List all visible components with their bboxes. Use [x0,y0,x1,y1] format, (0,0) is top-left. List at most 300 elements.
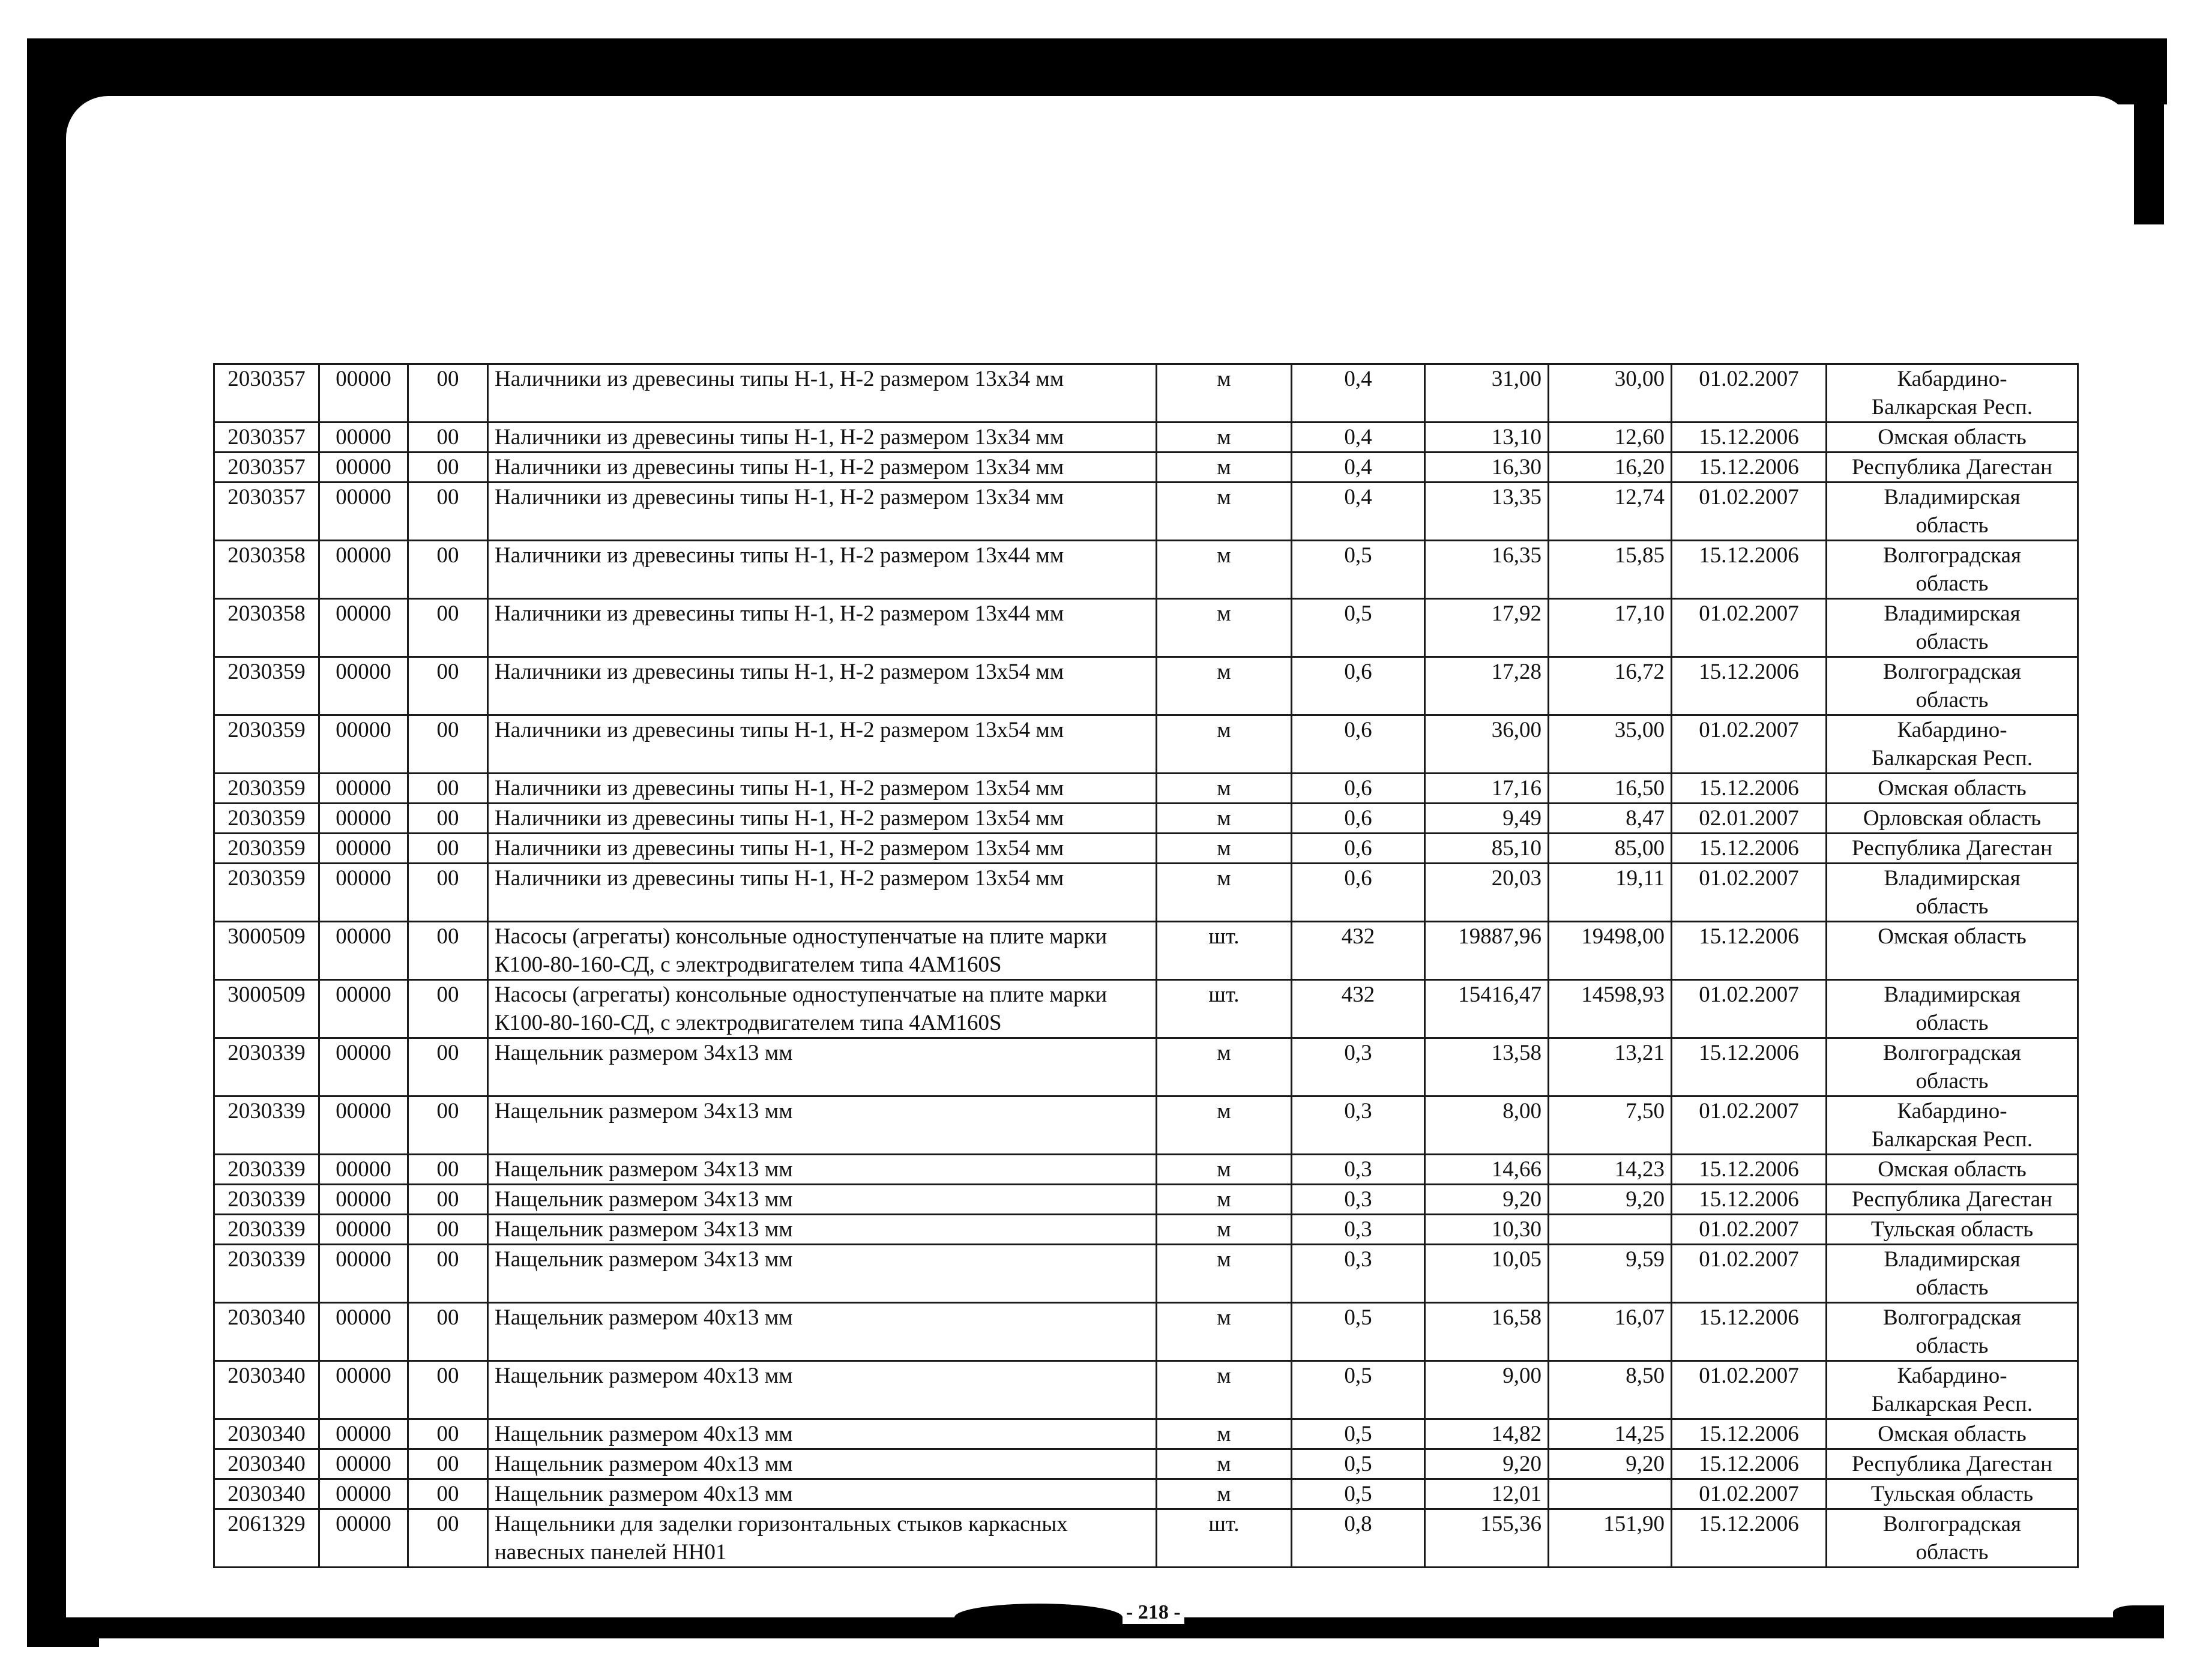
cell-name [488,834,1157,864]
cell-coefficient [1292,1185,1425,1215]
cell-date [1672,804,1827,834]
cell-code [214,1185,319,1215]
cell-price-1-text: 155,36 [1480,1512,1541,1536]
cell-price-2-text: 17,10 [1614,601,1665,626]
cell-coefficient-text: 432 [1341,924,1375,949]
cell-name [488,453,1157,483]
cell-code-text: 2030359 [228,776,306,801]
cell-version [408,423,488,453]
cell-name-text: Насосы (агрегаты) консольные одноступенчатые на плите марки К100-80-160-СД, с электродвигателем типа 4АМ160S [495,924,1108,977]
cell-price-2-text: 19,11 [1615,866,1665,891]
cell-price-1 [1425,715,1549,774]
cell-price-2-text: 14598,93 [1581,982,1665,1007]
cell-name-text: Нащельник размером 34х13 мм [495,1157,793,1182]
cell-date [1672,1155,1827,1185]
cell-date-text: 01.02.2007 [1699,1099,1799,1123]
cell-unit-text: м [1217,1157,1231,1182]
cell-code-text: 2030339 [228,1099,306,1123]
cell-date-text: 01.02.2007 [1699,485,1799,510]
cell-version [408,1215,488,1245]
cell-price-2-text: 9,59 [1626,1247,1665,1272]
cell-price-2-text: 16,20 [1614,455,1665,480]
cell-coefficient-text: 0,5 [1344,1482,1372,1506]
cell-coefficient-text: 0,4 [1344,367,1372,391]
cell-region [1827,541,2078,599]
cell-date [1672,1215,1827,1245]
cell-subcode-text: 00000 [336,455,391,480]
cell-version [408,864,488,922]
cell-price-2-text: 12,74 [1614,485,1665,510]
cell-price-2-text: 9,20 [1626,1187,1665,1212]
cell-code [214,1361,319,1419]
cell-unit [1157,1509,1292,1568]
cell-region [1827,864,2078,922]
cell-price-1 [1425,541,1549,599]
cell-price-2-text: 14,25 [1614,1422,1665,1446]
cell-date [1672,774,1827,804]
cell-subcode-text: 00000 [336,1187,391,1212]
cell-region-text: Волгоградская область [1882,543,2022,596]
cell-name-text: Нащельник размером 40х13 мм [495,1452,793,1476]
cell-unit [1157,657,1292,715]
cell-price-1 [1425,1509,1549,1568]
cell-subcode-text: 00000 [336,367,391,391]
cell-name-text: Нащельник размером 40х13 мм [495,1364,793,1388]
cell-price-2-text: 16,50 [1614,776,1665,801]
cell-region [1827,1245,2078,1303]
cell-region [1827,1419,2078,1449]
cell-price-1-text: 10,30 [1491,1217,1541,1242]
cell-price-1-text: 13,58 [1491,1041,1541,1065]
cell-price-2-text: 151,90 [1603,1512,1665,1536]
cell-version-text: 00 [436,1452,459,1476]
cell-coefficient-text: 0,5 [1344,543,1372,568]
cell-date [1672,364,1827,423]
cell-price-2-text: 30,00 [1614,367,1665,391]
cell-subcode [319,1303,408,1361]
cell-unit-text: м [1217,660,1231,684]
cell-date-text: 15.12.2006 [1699,455,1799,480]
cell-unit-text: м [1217,543,1231,568]
cell-version-text: 00 [436,1364,459,1388]
cell-subcode-text: 00000 [336,660,391,684]
cell-name-text: Наличники из древесины типы Н-1, Н-2 размером 13х34 мм [495,425,1064,450]
cell-subcode [319,804,408,834]
cell-coefficient [1292,774,1425,804]
cell-code [214,364,319,423]
cell-unit [1157,864,1292,922]
cell-region-text: Тульская область [1870,1482,2034,1506]
cell-subcode [319,599,408,657]
cell-date [1672,1245,1827,1303]
cell-region [1827,657,2078,715]
cell-region-text: Кабардино- Балкарская Респ. [1871,718,2033,771]
cell-subcode [319,1361,408,1419]
cell-date-text: 15.12.2006 [1699,1422,1799,1446]
cell-name [488,364,1157,423]
cell-region-text: Владимирская область [1884,1247,2021,1300]
cell-price-1-text: 16,58 [1491,1305,1541,1330]
cell-coefficient-text: 0,6 [1344,718,1372,742]
cell-price-2 [1549,1303,1672,1361]
cell-date [1672,922,1827,980]
scan-artifact-blob [954,1604,1123,1631]
cell-name [488,1449,1157,1479]
cell-price-1 [1425,1419,1549,1449]
cell-code [214,1419,319,1449]
cell-code [214,715,319,774]
cell-subcode [319,1185,408,1215]
cell-date-text: 01.02.2007 [1699,982,1799,1007]
table-row [214,453,2078,483]
cell-price-2 [1549,657,1672,715]
cell-code-text: 2030340 [228,1364,306,1388]
cell-subcode-text: 00000 [336,1512,391,1536]
cell-unit [1157,1479,1292,1509]
cell-price-1 [1425,1038,1549,1096]
cell-price-2-text: 9,20 [1626,1452,1665,1476]
cell-date-text: 15.12.2006 [1699,1305,1799,1330]
cell-price-1 [1425,864,1549,922]
cell-name-text: Наличники из древесины типы Н-1, Н-2 размером 13х34 мм [495,485,1064,510]
cell-price-1 [1425,1449,1549,1479]
cell-version [408,804,488,834]
cell-price-2-text: 15,85 [1614,543,1665,568]
cell-price-2 [1549,864,1672,922]
cell-coefficient-text: 0,8 [1344,1512,1372,1536]
table-row [214,1509,2078,1568]
cell-code [214,1096,319,1155]
cell-region-text: Омская область [1878,1157,2027,1182]
cell-version [408,1096,488,1155]
cell-subcode [319,1155,408,1185]
cell-version [408,1155,488,1185]
cell-unit [1157,423,1292,453]
cell-coefficient-text: 0,6 [1344,806,1372,831]
cell-price-1-text: 14,82 [1491,1422,1541,1446]
cell-subcode [319,453,408,483]
cell-code-text: 2030357 [228,485,306,510]
cell-name-text: Наличники из древесины типы Н-1, Н-2 размером 13х44 мм [495,601,1064,626]
cell-price-1 [1425,423,1549,453]
cell-price-2 [1549,599,1672,657]
cell-date [1672,1096,1827,1155]
cell-date-text: 15.12.2006 [1699,660,1799,684]
cell-price-1-text: 17,28 [1491,660,1541,684]
cell-subcode-text: 00000 [336,1041,391,1065]
table-row [214,483,2078,541]
cell-region-text: Волгоградская область [1882,1041,2022,1093]
table-row [214,1185,2078,1215]
cell-version-text: 00 [436,982,459,1007]
cell-price-1-text: 15416,47 [1458,982,1541,1007]
cell-date [1672,834,1827,864]
cell-unit [1157,1303,1292,1361]
cell-name [488,657,1157,715]
cell-coefficient-text: 0,3 [1344,1217,1372,1242]
cell-version [408,483,488,541]
cell-date-text: 01.02.2007 [1699,1364,1799,1388]
cell-region [1827,364,2078,423]
cell-unit-text: шт. [1208,1512,1240,1536]
page-number: - 218 - [1123,1601,1184,1624]
cell-version-text: 00 [436,1217,459,1242]
cell-price-1-text: 17,16 [1491,776,1541,801]
cell-version-text: 00 [436,425,459,450]
cell-code [214,834,319,864]
cell-version-text: 00 [436,866,459,891]
cell-region [1827,1479,2078,1509]
cell-version-text: 00 [436,776,459,801]
cell-subcode [319,483,408,541]
cell-unit-text: м [1217,1099,1231,1123]
cell-date [1672,1185,1827,1215]
cell-unit-text: м [1217,601,1231,626]
cell-code-text: 2030340 [228,1482,306,1506]
cell-region [1827,1155,2078,1185]
cell-subcode-text: 00000 [336,1364,391,1388]
cell-unit-text: шт. [1208,982,1240,1007]
cell-subcode [319,1245,408,1303]
cell-region [1827,774,2078,804]
cell-date [1672,599,1827,657]
cell-code-text: 2030340 [228,1452,306,1476]
cell-region [1827,1096,2078,1155]
cell-code-text: 2030339 [228,1247,306,1272]
cell-subcode-text: 00000 [336,1217,391,1242]
cell-price-1-text: 14,66 [1491,1157,1541,1182]
cell-price-2 [1549,1155,1672,1185]
cell-name [488,774,1157,804]
cell-price-2 [1549,1479,1672,1509]
cell-code-text: 2030357 [228,425,306,450]
cell-version [408,774,488,804]
cell-subcode-text: 00000 [336,1452,391,1476]
cell-code-text: 2030359 [228,660,306,684]
cell-price-2 [1549,774,1672,804]
cell-subcode-text: 00000 [336,924,391,949]
cell-subcode-text: 00000 [336,718,391,742]
cell-region [1827,599,2078,657]
cell-name-text: Наличники из древесины типы Н-1, Н-2 размером 13х54 мм [495,660,1064,684]
cell-unit [1157,715,1292,774]
cell-name [488,1361,1157,1419]
table-row [214,1361,2078,1419]
cell-region [1827,1509,2078,1568]
table-row [214,1245,2078,1303]
cell-region-text: Республика Дагестан [1852,836,2052,861]
cell-unit [1157,483,1292,541]
cell-coefficient-text: 0,3 [1344,1187,1372,1212]
cell-date-text: 01.02.2007 [1699,1482,1799,1506]
cell-subcode [319,774,408,804]
cell-coefficient-text: 0,6 [1344,866,1372,891]
cell-region [1827,715,2078,774]
cell-date [1672,715,1827,774]
cell-date [1672,1361,1827,1419]
cell-code [214,1155,319,1185]
cell-name [488,1185,1157,1215]
cell-price-1-text: 8,00 [1502,1099,1541,1123]
cell-code [214,1449,319,1479]
cell-code-text: 2030339 [228,1187,306,1212]
cell-subcode-text: 00000 [336,1099,391,1123]
table-row [214,864,2078,922]
cell-coefficient-text: 0,5 [1344,601,1372,626]
cell-version-text: 00 [436,660,459,684]
cell-date-text: 15.12.2006 [1699,1512,1799,1536]
cell-name-text: Насосы (агрегаты) консольные одноступенчатые на плите марки К100-80-160-СД, с электродвигателем типа 4АМ160S [495,982,1108,1035]
cell-version [408,364,488,423]
cell-unit [1157,453,1292,483]
cell-price-1-text: 16,35 [1491,543,1541,568]
cell-unit [1157,1185,1292,1215]
cell-price-1 [1425,1479,1549,1509]
cell-version [408,715,488,774]
cell-coefficient-text: 0,6 [1344,776,1372,801]
cell-unit [1157,364,1292,423]
table-row [214,834,2078,864]
cell-unit-text: м [1217,1452,1231,1476]
cell-subcode [319,864,408,922]
cell-price-1 [1425,1245,1549,1303]
cell-price-2-text: 7,50 [1626,1099,1665,1123]
cell-name-text: Нащельник размером 40х13 мм [495,1305,793,1330]
cell-code [214,804,319,834]
cell-unit [1157,980,1292,1038]
cell-price-1-text: 12,01 [1491,1482,1541,1506]
cell-version [408,1303,488,1361]
cell-price-2 [1549,1509,1672,1568]
cell-price-2 [1549,1361,1672,1419]
cell-code [214,483,319,541]
cell-subcode-text: 00000 [336,1157,391,1182]
cell-date [1672,483,1827,541]
cell-subcode [319,834,408,864]
cell-coefficient [1292,715,1425,774]
cell-name [488,1479,1157,1509]
cell-region-text: Республика Дагестан [1852,1187,2052,1212]
cell-name-text: Наличники из древесины типы Н-1, Н-2 размером 13х54 мм [495,836,1064,861]
cell-coefficient-text: 0,6 [1344,836,1372,861]
cell-unit-text: шт. [1208,924,1240,949]
cell-version [408,1185,488,1215]
cell-date [1672,1449,1827,1479]
cell-coefficient [1292,1419,1425,1449]
cell-price-1 [1425,1361,1549,1419]
cell-region [1827,423,2078,453]
cell-price-2-text: 19498,00 [1581,924,1665,949]
cell-price-1-text: 9,20 [1502,1452,1541,1476]
cell-name [488,980,1157,1038]
cell-coefficient-text: 0,3 [1344,1099,1372,1123]
cell-price-2 [1549,1245,1672,1303]
cell-region-text: Владимирская область [1884,601,2021,654]
cell-version-text: 00 [436,1512,459,1536]
cell-version-text: 00 [436,1305,459,1330]
table-row [214,599,2078,657]
cell-coefficient-text: 0,3 [1344,1247,1372,1272]
cell-unit [1157,1419,1292,1449]
cell-subcode-text: 00000 [336,776,391,801]
cell-version-text: 00 [436,367,459,391]
cell-region [1827,453,2078,483]
cell-date [1672,1038,1827,1096]
cell-unit [1157,599,1292,657]
cell-date [1672,657,1827,715]
cell-price-2 [1549,541,1672,599]
cell-subcode-text: 00000 [336,806,391,831]
cell-version-text: 00 [436,1482,459,1506]
cell-price-2 [1549,483,1672,541]
cell-date-text: 15.12.2006 [1699,1157,1799,1182]
cell-subcode [319,1419,408,1449]
cell-coefficient [1292,657,1425,715]
cell-name-text: Наличники из древесины типы Н-1, Н-2 размером 13х54 мм [495,806,1064,831]
cell-price-1 [1425,453,1549,483]
cell-date [1672,864,1827,922]
cell-subcode [319,1096,408,1155]
cell-coefficient [1292,1038,1425,1096]
cell-subcode-text: 00000 [336,601,391,626]
cell-region [1827,1215,2078,1245]
table-row [214,1038,2078,1096]
cell-code [214,423,319,453]
cell-version-text: 00 [436,924,459,949]
cell-price-1 [1425,922,1549,980]
cell-region [1827,922,2078,980]
cell-unit [1157,834,1292,864]
cell-coefficient [1292,1155,1425,1185]
cell-price-1-text: 13,35 [1491,485,1541,510]
cell-price-2 [1549,834,1672,864]
cell-coefficient-text: 0,4 [1344,485,1372,510]
cell-version [408,922,488,980]
cell-name [488,1096,1157,1155]
cell-version [408,1361,488,1419]
cell-name [488,1303,1157,1361]
cell-code [214,599,319,657]
cell-date-text: 01.02.2007 [1699,718,1799,742]
cell-version [408,541,488,599]
cell-version [408,980,488,1038]
cell-unit [1157,774,1292,804]
cell-unit [1157,541,1292,599]
cell-region-text: Республика Дагестан [1852,1452,2052,1476]
cell-name [488,1215,1157,1245]
cell-price-2 [1549,1096,1672,1155]
cell-price-1 [1425,364,1549,423]
table-row [214,1479,2078,1509]
cell-code-text: 2030340 [228,1422,306,1446]
cell-price-1 [1425,1215,1549,1245]
table-row [214,1449,2078,1479]
cell-name [488,1419,1157,1449]
cell-price-2 [1549,715,1672,774]
cell-price-1-text: 13,10 [1491,425,1541,450]
cell-subcode-text: 00000 [336,485,391,510]
cell-name-text: Нащельник размером 34х13 мм [495,1247,793,1272]
cell-region-text: Тульская область [1870,1217,2034,1242]
cell-coefficient [1292,364,1425,423]
cell-code-text: 2030359 [228,806,306,831]
cell-coefficient [1292,1215,1425,1245]
cell-coefficient [1292,980,1425,1038]
cell-code [214,657,319,715]
cell-code-text: 2030359 [228,718,306,742]
cell-unit [1157,1361,1292,1419]
cell-region [1827,483,2078,541]
